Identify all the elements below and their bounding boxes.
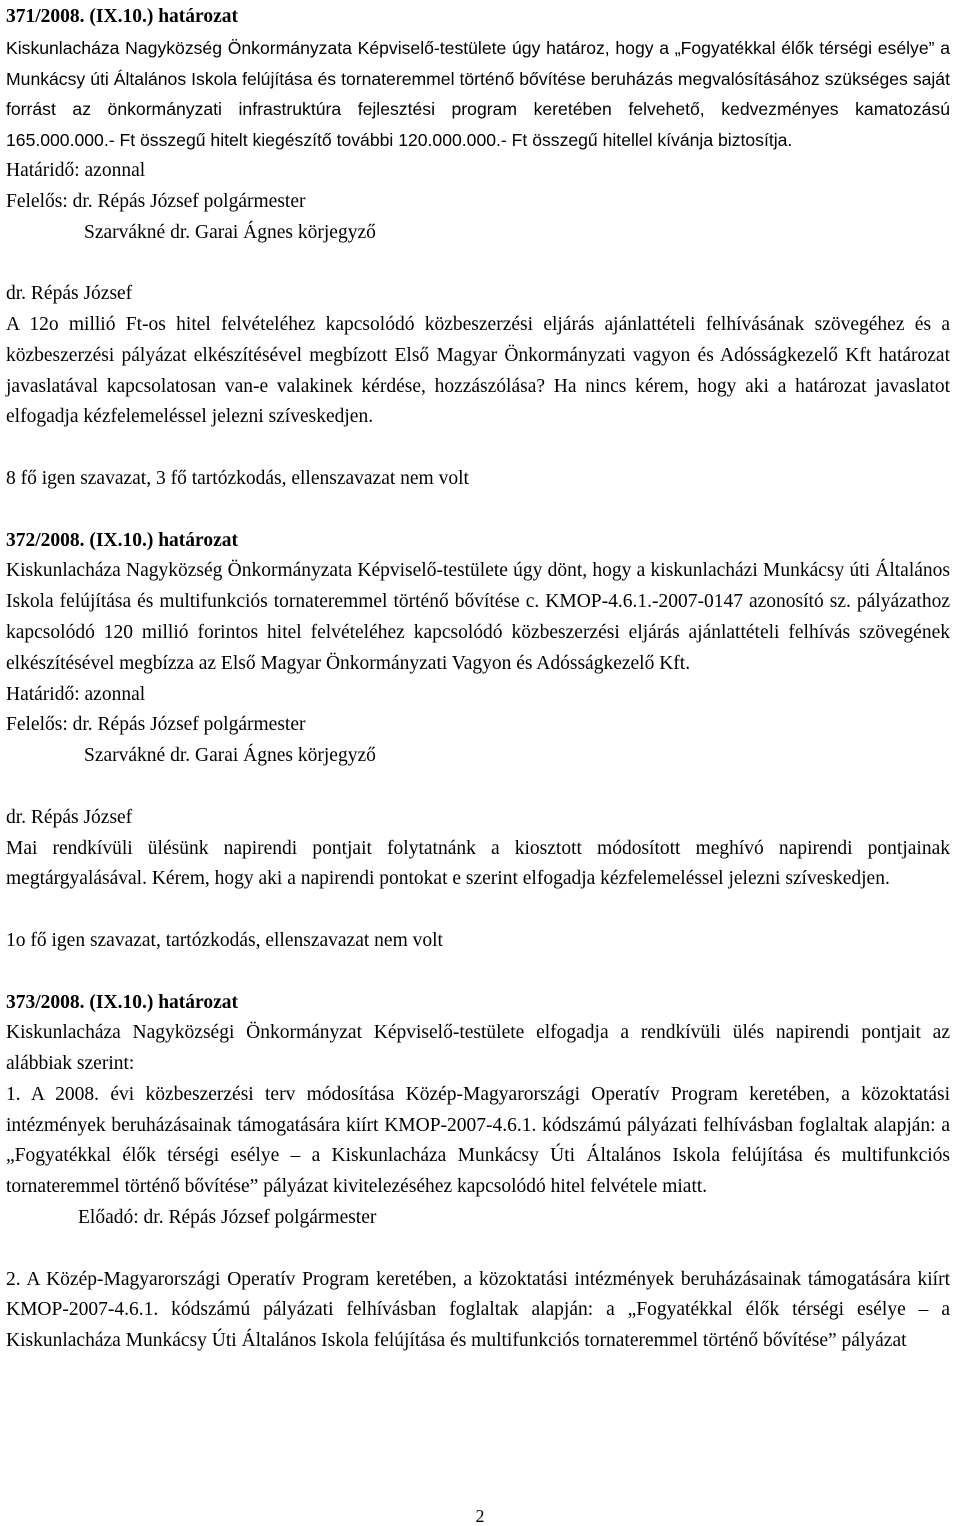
resolution-372-deadline: Határidő: azonnal — [6, 683, 146, 705]
resolution-371-body: Kiskunlacháza Nagyközség Önkormányzata Képviselő-testülete úgy határoz, hogy a „Fogyatékkal élők térségi esélye” a Munkácsy úti Általános Iskola felújítása és tornateremmel történő bővítése beruházás megvalósításához szükséges saját forrást az önkormányzati infrastruktúra fejlesztési program keretében felvehető, kedvezményes kamatozású 165.000.000.- Ft összegű hitelt kiegészítő további 120.000.000.- Ft összegű hitellel kívánja biztosítja. — [6, 37, 950, 151]
speaker-text: Mai rendkívüli ülésünk napirendi pontjait folytatnánk a kiosztott módosított meghívó napirendi pontjainak megtárgyalásával. Kérem, hogy aki a napirendi pontokat e szerint elfogadja kézfelemeléssel jelezni szíveskedjen. — [6, 837, 950, 890]
agenda-item-2: 2. A Közép-Magyarországi Operatív Program keretében, a közoktatási intézmények beruházásainak támogatására kiírt KMOP-2007-4.6.1. kódszámú pályázati felhívásban foglaltak alapján: a „Fogyatékkal élők térségi esélye – a Kiskunlacháza Munkácsy Úti Általános Iskola felújítása és multifunkciós tornateremmel történő bővítése” pályázat — [6, 1268, 950, 1352]
vote-result: 8 fő igen szavazat, 3 fő tartózkodás, ellenszavazat nem volt — [6, 467, 469, 489]
resolution-373-heading: 373/2008. (IX.10.) határozat — [6, 991, 238, 1013]
spacer — [6, 957, 950, 988]
resolution-372-responsible-secondary: Szarvákné dr. Garai Ágnes körjegyző — [84, 745, 376, 767]
spacer — [6, 433, 950, 464]
spacer — [6, 248, 950, 279]
page-number: 2 — [475, 1506, 485, 1526]
speaker-name: dr. Répás József — [6, 283, 133, 305]
resolution-372-responsible: Felelős: dr. Répás József polgármester — [6, 714, 306, 736]
resolution-371-responsible: Felelős: dr. Répás József polgármester — [6, 190, 306, 212]
resolution-373-intro: Kiskunlacháza Nagyközségi Önkormányzat Képviselő-testülete elfogadja a rendkívüli ülés napirendi pontjait az alábbiak szerint: — [6, 1022, 950, 1075]
spacer — [6, 772, 950, 803]
resolution-371-responsible-secondary: Szarvákné dr. Garai Ágnes körjegyző — [84, 221, 376, 243]
resolution-371-deadline: Határidő: azonnal — [6, 159, 146, 181]
spacer — [6, 895, 950, 926]
agenda-item-1: 1. A 2008. évi közbeszerzési terv módosítása Közép-Magyarországi Operatív Program keretében, a közoktatási intézmények beruházásainak támogatására kiírt KMOP-2007-4.6.1. kódszámú pályázati felhívásban foglaltak alapján: a „Fogyatékkal élők térségi esélye – a Kiskunlacháza Munkácsy Úti Általános Iskola felújítása és multifunkciós tornateremmel történő bővítése” pályázat kivitelezéséhez kapcsolódó hitel felvétele miatt. — [6, 1083, 950, 1198]
vote-result: 1o fő igen szavazat, tartózkodás, ellenszavazat nem volt — [6, 929, 443, 951]
agenda-item-1-presenter: Előadó: dr. Répás József polgármester — [78, 1207, 377, 1229]
resolution-372-heading: 372/2008. (IX.10.) határozat — [6, 529, 238, 551]
resolution-372-body: Kiskunlacháza Nagyközség Önkormányzata Képviselő-testülete úgy dönt, hogy a kiskunlacházi Munkácsy úti Általános Iskola felújítása és multifunkciós tornateremmel történő bővítése c. KMOP-4.6.1.-2007-0147 azonosító sz. pályázathoz kapcsolódó 120 millió forintos hitel felvételéhez kapcsolódó közbeszerzési eljárás ajánlattételi felhívás szövegének elkészítésével megbízza az Első Magyar Önkormányzati Vagyon és Adósságkezelő Kft. — [6, 560, 950, 674]
spacer — [6, 495, 950, 526]
resolution-371-heading: 371/2008. (IX.10.) határozat — [6, 6, 238, 27]
spacer — [6, 1234, 950, 1265]
speaker-text: A 12o millió Ft-os hitel felvételéhez kapcsolódó közbeszerzési eljárás ajánlattételi felhívásának szövegéhez és a közbeszerzési pályázat elkészítésével megbízott Első Magyar Önkormányzati vagyon és Adósságkezelő Kft határozat javaslatával kapcsolatosan van-e valakinek kérdése, hozzászólása? Ha nincs kérem, hogy aki a határozat javaslatot elfogadja kézfelemeléssel jelezni szíveskedjen. — [6, 313, 950, 428]
document-page — [6, 2, 950, 1357]
speaker-name: dr. Répás József — [6, 806, 133, 828]
